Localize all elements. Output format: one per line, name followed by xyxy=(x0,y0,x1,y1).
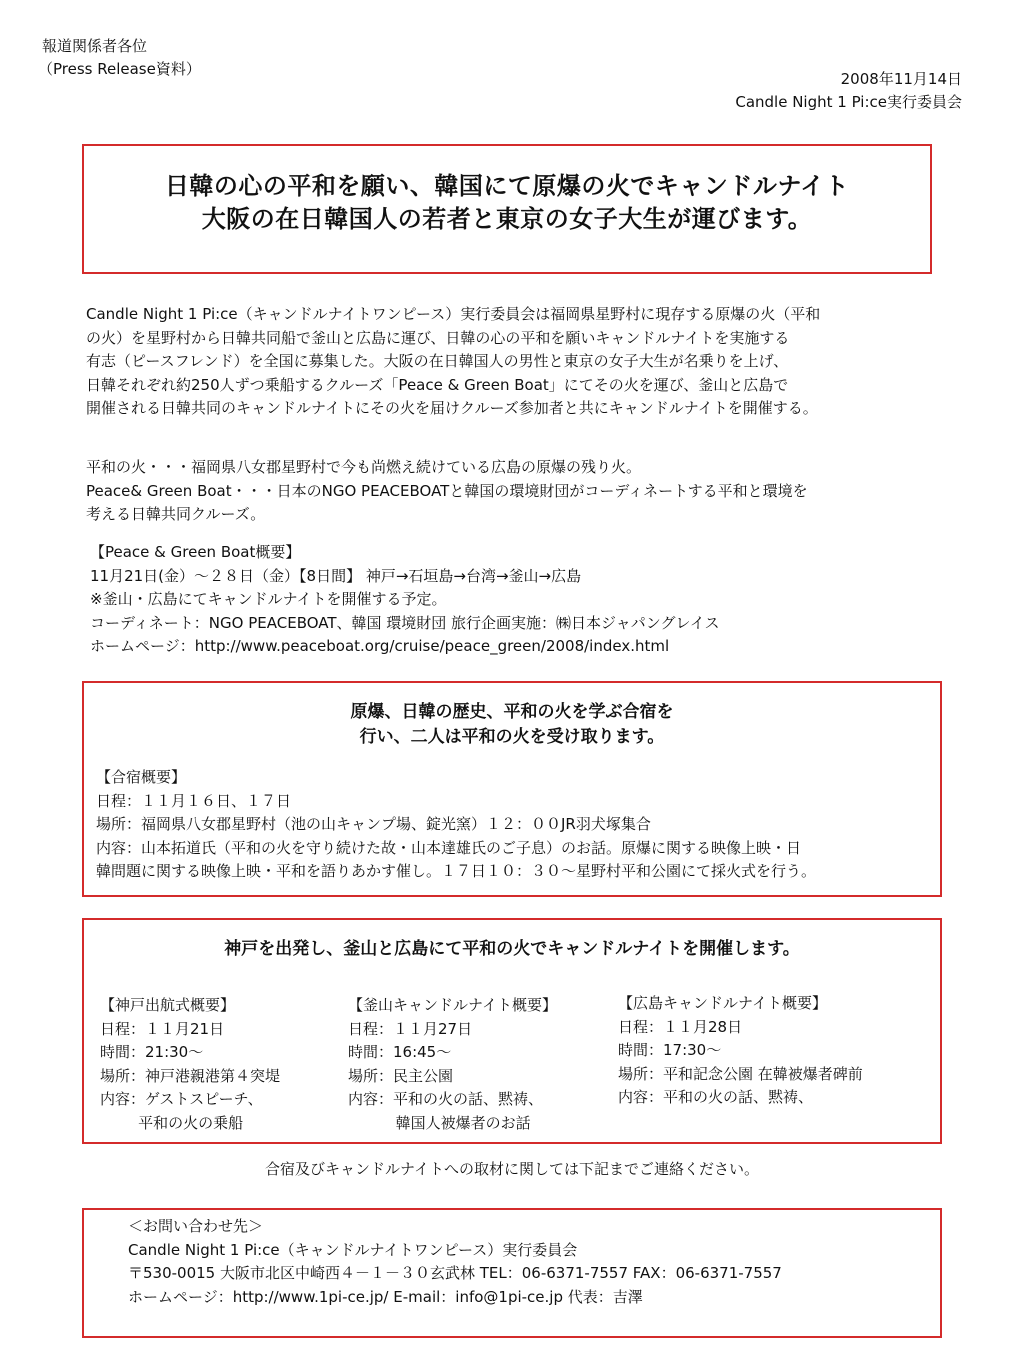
headline-line-1: 日韓の心の平和を願い、韓国にて原爆の火でキャンドルナイト xyxy=(164,172,850,200)
busan-event-line: 日程：１１月27日 xyxy=(348,1019,473,1038)
boat-overview xyxy=(90,541,720,659)
intro-line: 開催される日韓共同のキャンドルナイトにその火を届けクルーズ参加者と共にキャンドルナイトを開催する。 xyxy=(86,399,818,417)
kobe-event-line: 時間：21:30～ xyxy=(100,1043,204,1061)
press-contact-note: 合宿及びキャンドルナイトへの取材に関しては下記までご連絡ください。 xyxy=(265,1160,759,1178)
busan-event-heading: 【釜山キャンドルナイト概要】 xyxy=(348,996,557,1014)
boat-overview-line: 11月21日(金）～２８日（金）【8日間】 神戸→石垣島→台湾→釜山→広島 xyxy=(90,566,582,585)
camp-details-line: 韓問題に関する映像上映・平和を語りあかす催し。１７日１０：３０～星野村平和公園にて採火式を行う。 xyxy=(96,862,817,880)
hiroshima-event-line: 場所：平和記念公園 在韓被爆者碑前 xyxy=(618,1064,863,1083)
camp-details xyxy=(96,766,816,884)
definitions xyxy=(86,456,808,527)
definition-line: 考える日韓共同クルーズ。 xyxy=(86,505,266,523)
busan-event-line: 場所：民主公園 xyxy=(348,1066,454,1085)
press-release-label: （Press Release資料） xyxy=(38,60,201,78)
busan-event-line: 時間：16:45～ xyxy=(348,1043,452,1061)
camp-box xyxy=(82,681,942,897)
camp-heading-line-2: 行い、二人は平和の火を受け取ります。 xyxy=(359,727,665,747)
hiroshima-event-line: 日程：１１月28日 xyxy=(618,1017,743,1036)
events-box xyxy=(82,918,942,1144)
hiroshima-event-line: 時間：17:30～ xyxy=(618,1041,722,1059)
headline-line-2: 大阪の在日韓国人の若者と東京の女子大生が運びます。 xyxy=(201,205,813,233)
intro-line: の火）を星野村から日韓共同船で釜山と広島に運び、日韓の心の平和を願いキャンドルナイトを実施する xyxy=(86,328,790,347)
definition-line: Peace& Green Boat・・・日本のNGO PEACEBOATと韓国の環境財団がコーディネートする平和と環境を xyxy=(86,481,808,500)
kobe-event-line: 場所：神戸港親港第４突堤 xyxy=(100,1066,281,1085)
organizer-name: Candle Night 1 Pi:ce実行委員会 xyxy=(735,93,962,111)
contact-box xyxy=(82,1208,942,1338)
intro-line: 有志（ピースフレンド）を全国に募集した。大阪の在日韓国人の男性と東京の女子大生が名乗りを上げ、 xyxy=(86,352,789,370)
intro-line: Candle Night 1 Pi:ce（キャンドルナイトワンピース）実行委員会は福岡県星野村に現存する原爆の火（平和 xyxy=(86,305,821,323)
camp-heading-line-1: 原爆、日韓の歴史、平和の火を学ぶ合宿を xyxy=(350,702,674,722)
camp-details-line: 内容：山本拓道氏（平和の火を守り続けた故・山本達雄氏のご子息）のお話。原爆に関する映像上映・日 xyxy=(96,838,802,857)
hiroshima-event-line: 内容：平和の火の話、黙祷、 xyxy=(618,1088,814,1106)
kobe-event-line: 日程：１１月21日 xyxy=(100,1019,225,1038)
busan-event-line: 内容：平和の火の話、黙祷、 xyxy=(348,1090,544,1108)
busan-event-column xyxy=(348,994,557,1135)
intro-line: 日韓それぞれ約250人ずつ乗船するクルーズ「Peace & Green Boat」にてその火を運び、釜山と広島で xyxy=(86,375,789,394)
camp-details-line: 日程：１１月１６日、１７日 xyxy=(96,791,292,810)
contact-organization: Candle Night 1 Pi:ce（キャンドルナイトワンピース）実行委員会 xyxy=(128,1240,578,1259)
contact-details xyxy=(128,1215,782,1309)
boat-overview-homepage: ホームページ：http://www.peaceboat.org/cruise/peace_green/2008/index.html xyxy=(90,637,670,655)
contact-heading: ＜お問い合わせ先＞ xyxy=(128,1217,264,1235)
recipient-line: 報道関係者各位 xyxy=(42,37,148,55)
camp-details-line: 場所：福岡県八女郡星野村（池の山キャンプ場、錠光窯）１２：００JR羽犬塚集合 xyxy=(96,815,651,833)
busan-event-line: 韓国人被爆者のお話 xyxy=(348,1113,531,1132)
kobe-event-column xyxy=(100,994,280,1135)
boat-overview-heading: 【Peace & Green Boat概要】 xyxy=(90,543,301,561)
kobe-event-line: 内容：ゲストスピーチ、 xyxy=(100,1090,263,1108)
hiroshima-event-column xyxy=(618,992,863,1110)
boat-overview-line: ※釜山・広島にてキャンドルナイトを開催する予定。 xyxy=(90,590,447,608)
hiroshima-event-heading: 【広島キャンドルナイト概要】 xyxy=(618,994,827,1012)
events-heading: 神戸を出発し、釜山と広島にて平和の火でキャンドルナイトを開催します。 xyxy=(224,939,800,959)
kobe-event-heading: 【神戸出航式概要】 xyxy=(100,996,236,1014)
contact-web-email: ホームページ：http://www.1pi-ce.jp/ E-mail：info@1pi-ce.jp 代表：吉澤 xyxy=(128,1287,643,1306)
contact-address: 〒530-0015 大阪市北区中崎西４－１－３０玄武林 TEL：06-6371-7557 FAX：06-6371-7557 xyxy=(128,1264,782,1282)
kobe-event-line: 平和の火の乗船 xyxy=(100,1113,244,1132)
intro-paragraph xyxy=(86,303,820,421)
release-date: 2008年11月14日 xyxy=(840,70,962,88)
headline-box xyxy=(82,144,932,274)
boat-overview-line: コーディネート：NGO PEACEBOAT、韓国 環境財団 旅行企画実施：㈱日本ジャパングレイス xyxy=(90,613,720,632)
camp-details-heading: 【合宿概要】 xyxy=(96,768,187,786)
definition-line: 平和の火・・・福岡県八女郡星野村で今も尚燃え続けている広島の原爆の残り火。 xyxy=(86,458,642,476)
